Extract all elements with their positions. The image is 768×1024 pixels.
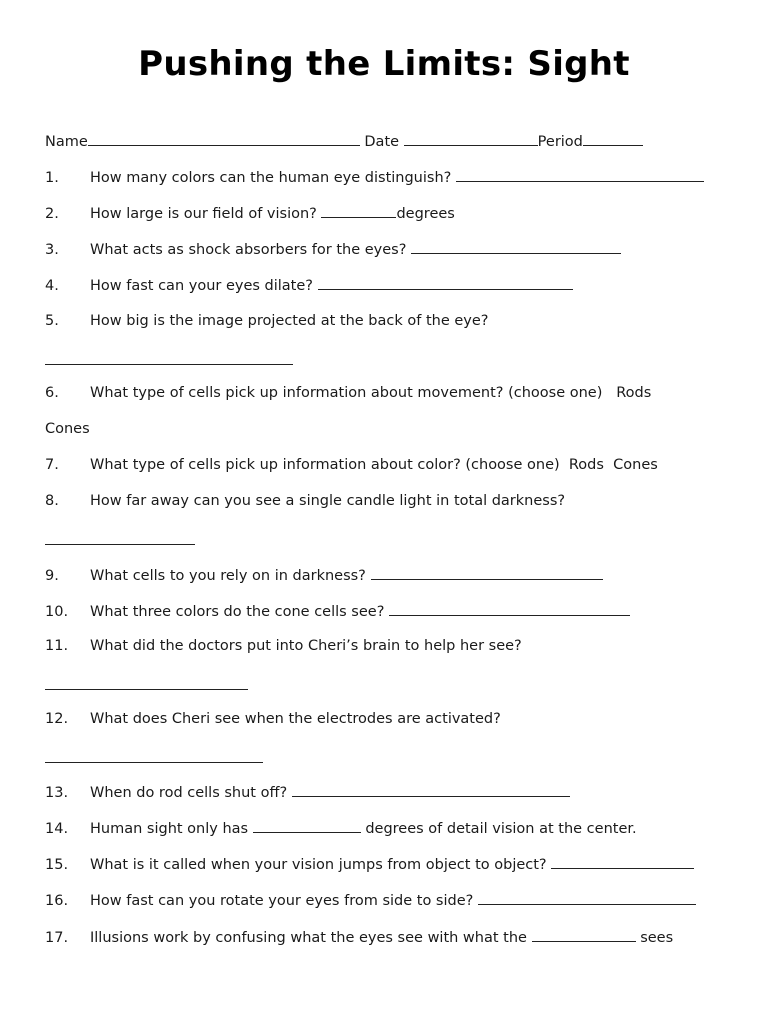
question-14 <box>45 818 637 838</box>
answer-blank[interactable] <box>45 675 248 690</box>
period-blank[interactable] <box>583 131 643 146</box>
question-number: 12. <box>45 711 69 727</box>
question-number: 14. <box>45 821 69 837</box>
answer-blank[interactable] <box>45 350 293 365</box>
question-16 <box>45 890 696 910</box>
question-number: 10. <box>45 604 69 620</box>
question-5 <box>45 312 488 330</box>
answer-blank[interactable] <box>551 854 694 869</box>
question-number: 15. <box>45 857 69 873</box>
answer-blank[interactable] <box>411 239 621 254</box>
answer-blank[interactable] <box>371 565 603 580</box>
question-text: Illusions work by confusing what the eyes see with what the <box>90 930 527 946</box>
question-text: How far away can you see a single candle light in total darkness? <box>90 493 566 509</box>
question-12 <box>45 710 501 728</box>
question-17 <box>45 927 673 947</box>
question-text: What did the doctors put into Cheri’s brain to help her see? <box>90 638 522 654</box>
answer-blank[interactable] <box>456 167 704 182</box>
question-text: What type of cells pick up information about color? (choose one) Rods Cones <box>90 457 658 473</box>
question-text: What acts as shock absorbers for the eyes? <box>90 242 407 258</box>
question-6 <box>45 384 651 402</box>
question-number: 2. <box>45 206 59 222</box>
question-number: 17. <box>45 930 69 946</box>
question-8-answer <box>45 530 195 550</box>
answer-blank[interactable] <box>318 275 573 290</box>
answer-blank[interactable] <box>253 818 361 833</box>
answer-blank[interactable] <box>321 203 396 218</box>
answer-blank[interactable] <box>478 890 696 905</box>
question-10 <box>45 601 630 621</box>
question-12-answer <box>45 748 263 768</box>
answer-blank[interactable] <box>45 530 195 545</box>
question-number: 6. <box>45 385 59 401</box>
header-line <box>45 131 643 151</box>
question-number: 11. <box>45 638 69 654</box>
question-8 <box>45 492 565 510</box>
question-15 <box>45 854 694 874</box>
answer-blank[interactable] <box>532 927 636 942</box>
question-text: How large is our field of vision? <box>90 206 317 222</box>
answer-blank[interactable] <box>389 601 630 616</box>
question-text: How fast can you rotate your eyes from side to side? <box>90 893 474 909</box>
answer-blank[interactable] <box>292 782 570 797</box>
question-6-continued <box>45 420 90 438</box>
question-number: 3. <box>45 242 59 258</box>
question-number: 13. <box>45 785 69 801</box>
question-7 <box>45 456 658 474</box>
question-text: How fast can your eyes dilate? <box>90 278 313 294</box>
page-title: Pushing the Limits: Sight <box>138 44 630 84</box>
question-text: What does Cheri see when the electrodes are activated? <box>90 711 501 727</box>
question-text: How big is the image projected at the back of the eye? <box>90 313 489 329</box>
answer-blank[interactable] <box>45 748 263 763</box>
question-suffix: sees <box>640 930 674 946</box>
question-number: 7. <box>45 457 59 473</box>
question-11-answer <box>45 675 248 695</box>
question-number: 4. <box>45 278 59 294</box>
question-suffix: degrees <box>396 206 455 222</box>
question-text: Human sight only has <box>90 821 249 837</box>
question-5-answer <box>45 350 293 370</box>
question-continued-text: Cones <box>45 421 90 437</box>
question-4 <box>45 275 573 295</box>
name-blank[interactable] <box>88 131 360 146</box>
question-text: When do rod cells shut off? <box>90 785 288 801</box>
question-1 <box>45 167 704 187</box>
question-2 <box>45 203 455 223</box>
question-number: 8. <box>45 493 59 509</box>
question-suffix: degrees of detail vision at the center. <box>365 821 637 837</box>
question-13 <box>45 782 570 802</box>
question-number: 5. <box>45 313 59 329</box>
name-label: Name <box>45 134 88 150</box>
question-text: What type of cells pick up information about movement? (choose one) Rods <box>90 385 652 401</box>
question-text: What is it called when your vision jumps from object to object? <box>90 857 547 873</box>
date-blank[interactable] <box>404 131 538 146</box>
question-11 <box>45 637 522 655</box>
question-number: 16. <box>45 893 69 909</box>
date-label: Date <box>364 134 400 150</box>
question-text: How many colors can the human eye distinguish? <box>90 170 452 186</box>
question-9 <box>45 565 603 585</box>
period-label: Period <box>537 134 583 150</box>
question-3 <box>45 239 621 259</box>
question-number: 9. <box>45 568 59 584</box>
question-number: 1. <box>45 170 59 186</box>
question-text: What three colors do the cone cells see? <box>90 604 385 620</box>
question-text: What cells to you rely on in darkness? <box>90 568 366 584</box>
